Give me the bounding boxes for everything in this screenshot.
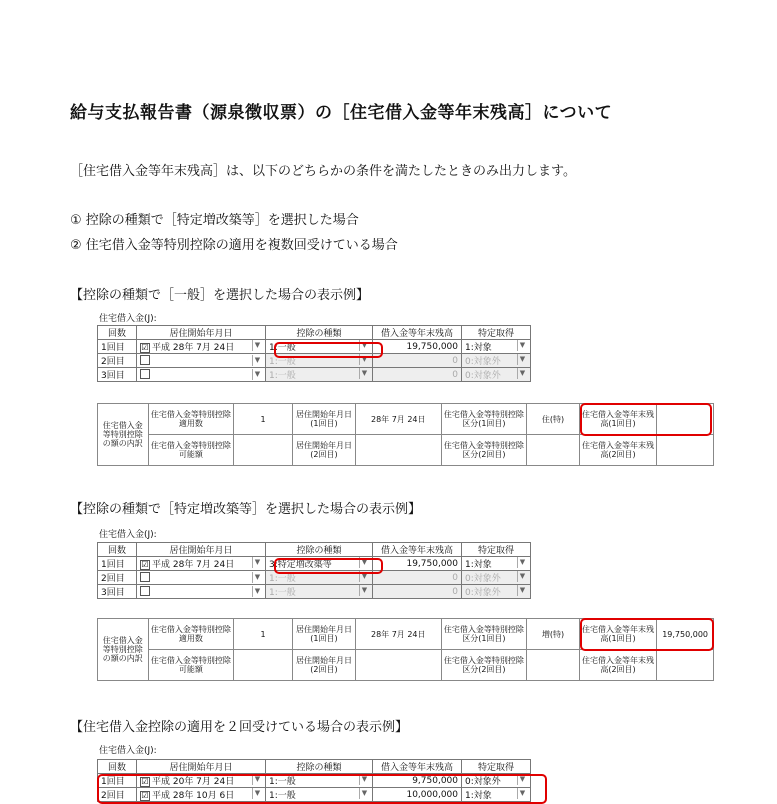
chevron-down-icon[interactable]: ▼ xyxy=(252,557,262,568)
summary-side-label: 住宅借入金等特別控除の額の内訳 xyxy=(98,404,149,466)
balance-field[interactable]: 10,000,000 xyxy=(373,788,462,802)
select-value: 1:対象 xyxy=(465,343,492,353)
summary-cell: 住宅借入金等特別控除区分(2回目) xyxy=(441,435,527,466)
balance-field[interactable]: 0 xyxy=(373,368,462,382)
deduction-type-select[interactable] xyxy=(266,585,373,599)
col-balance: 借入金等年末残高 xyxy=(373,326,462,340)
summary-cell: 居住開始年月日(1回目) xyxy=(293,404,356,435)
col-specific: 特定取得 xyxy=(462,326,531,340)
row-count: 1回目 xyxy=(98,557,137,571)
summary-value: 19,750,000 xyxy=(657,619,714,650)
summary-cell: 住宅借入金等年末残高(2回目) xyxy=(579,435,656,466)
section-heading-general: 【控除の種類で［一般］を選択した場合の表示例】 xyxy=(70,288,370,303)
checkbox[interactable]: ☑ xyxy=(141,776,149,786)
form-label: 住宅借入金(J): xyxy=(99,746,157,756)
balance-field[interactable]: 9,750,000 xyxy=(373,774,462,788)
start-date-field[interactable] xyxy=(137,557,266,571)
chevron-down-icon[interactable]: ▼ xyxy=(359,557,369,568)
chevron-down-icon[interactable]: ▼ xyxy=(252,586,262,597)
section-heading-multiple: 【住宅借入金控除の適用を２回受けている場合の表示例】 xyxy=(70,720,409,735)
summary-cell: 住宅借入金等特別控除可能額 xyxy=(148,650,234,681)
highlight-box xyxy=(580,403,712,436)
table-row xyxy=(98,368,531,382)
specific-select[interactable] xyxy=(462,368,531,382)
col-count: 回数 xyxy=(98,326,137,340)
highlight-box xyxy=(580,618,714,651)
checkbox[interactable] xyxy=(140,586,150,596)
balance-field[interactable]: 19,750,000 xyxy=(373,340,462,354)
intro-text: ［住宅借入金等年末残高］は、以下のどちらかの条件を満たしたときのみ出力します。 xyxy=(70,164,576,179)
summary-value xyxy=(527,435,580,466)
summary-cell: 住宅借入金等年末残高(1回目) xyxy=(579,619,656,650)
chevron-down-icon[interactable]: ▼ xyxy=(517,571,527,582)
date-value: 平成 20年 7月 24日 xyxy=(152,777,235,787)
col-balance: 借入金等年末残高 xyxy=(373,543,462,557)
summary-cell: 住宅借入金等特別控除可能額 xyxy=(148,435,234,466)
row-count: 1回目 xyxy=(98,340,137,354)
chevron-down-icon[interactable]: ▼ xyxy=(517,368,527,379)
balance-field[interactable]: 19,750,000 xyxy=(373,557,462,571)
summary-cell: 住宅借入金等特別控除区分(2回目) xyxy=(441,650,527,681)
summary-cell: 居住開始年月日(2回目) xyxy=(293,435,356,466)
date-value: 平成 28年 7月 24日 xyxy=(152,343,235,353)
summary-cell: 住宅借入金等特別控除区分(1回目) xyxy=(441,404,527,435)
summary-side-label: 住宅借入金等特別控除の額の内訳 xyxy=(98,619,149,681)
specific-select[interactable] xyxy=(462,557,531,571)
start-date-field[interactable] xyxy=(137,354,266,368)
row-count: 1回目 xyxy=(98,774,137,788)
chevron-down-icon[interactable]: ▼ xyxy=(359,774,369,785)
checkbox[interactable] xyxy=(140,355,150,365)
checkbox[interactable] xyxy=(140,369,150,379)
specific-select[interactable] xyxy=(462,585,531,599)
row-count: 2回目 xyxy=(98,571,137,585)
col-balance: 借入金等年末残高 xyxy=(373,760,462,774)
chevron-down-icon[interactable]: ▼ xyxy=(359,354,369,365)
summary-value: 増(特) xyxy=(527,619,580,650)
checkbox[interactable]: ☑ xyxy=(141,790,149,800)
balance-field[interactable]: 0 xyxy=(373,571,462,585)
balance-field[interactable]: 0 xyxy=(373,354,462,368)
chevron-down-icon[interactable]: ▼ xyxy=(517,788,527,799)
row-count: 3回目 xyxy=(98,585,137,599)
summary-cell: 住宅借入金等年末残高(1回目) xyxy=(579,404,656,435)
col-start-date: 居住開始年月日 xyxy=(137,326,266,340)
summary-value: 28年 7月 24日 xyxy=(355,404,441,435)
summary-cell: 住宅借入金等特別控除適用数 xyxy=(148,404,234,435)
summary-cell: 居住開始年月日(2回目) xyxy=(293,650,356,681)
start-date-field[interactable] xyxy=(137,571,266,585)
checkbox[interactable]: ☑ xyxy=(141,342,149,352)
select-value: 1:一般 xyxy=(269,357,296,367)
start-date-field[interactable] xyxy=(137,340,266,354)
col-specific: 特定取得 xyxy=(462,760,531,774)
summary-cell: 住宅借入金等年末残高(2回目) xyxy=(579,650,656,681)
select-value: 0:対象外 xyxy=(465,574,501,584)
summary-value: 住(特) xyxy=(527,404,580,435)
row-count: 2回目 xyxy=(98,354,137,368)
summary-value xyxy=(657,650,714,681)
select-value: 1:対象 xyxy=(465,560,492,570)
col-deduction-type: 控除の種類 xyxy=(266,760,373,774)
col-specific: 特定取得 xyxy=(462,543,531,557)
chevron-down-icon[interactable]: ▼ xyxy=(517,557,527,568)
chevron-down-icon[interactable]: ▼ xyxy=(517,354,527,365)
select-value: 1:一般 xyxy=(269,574,296,584)
form-label: 住宅借入金(J): xyxy=(99,530,157,540)
date-value: 平成 28年 7月 24日 xyxy=(152,560,235,570)
summary-cell: 住宅借入金等特別控除区分(1回目) xyxy=(441,619,527,650)
form-label: 住宅借入金(J): xyxy=(99,314,157,324)
page-title: 給与支払報告書（源泉徴収票）の［住宅借入金等年末残高］について xyxy=(70,103,613,123)
summary-value xyxy=(527,650,580,681)
row-count: 3回目 xyxy=(98,368,137,382)
chevron-down-icon[interactable]: ▼ xyxy=(359,571,369,582)
chevron-down-icon[interactable]: ▼ xyxy=(517,774,527,785)
chevron-down-icon[interactable]: ▼ xyxy=(359,788,369,799)
select-value: 1:一般 xyxy=(269,588,296,598)
select-value: 0:対象外 xyxy=(465,357,501,367)
start-date-field[interactable] xyxy=(137,585,266,599)
summary-value xyxy=(657,435,714,466)
section-heading-specific: 【控除の種類で［特定増改築等］を選択した場合の表示例】 xyxy=(70,502,422,517)
specific-select[interactable] xyxy=(462,340,531,354)
condition-1: ① 控除の種類で［特定増改築等］を選択した場合 xyxy=(70,213,359,228)
col-count: 回数 xyxy=(98,543,137,557)
select-value: 1:対象 xyxy=(465,791,492,801)
summary-value xyxy=(234,435,293,466)
summary-cell: 住宅借入金等特別控除適用数 xyxy=(148,619,234,650)
summary-value: 28年 7月 24日 xyxy=(355,619,441,650)
highlight-box xyxy=(274,342,383,358)
summary-value xyxy=(355,435,441,466)
specific-select[interactable] xyxy=(462,571,531,585)
chevron-down-icon[interactable]: ▼ xyxy=(517,585,527,596)
chevron-down-icon[interactable]: ▼ xyxy=(252,774,262,785)
table-row xyxy=(98,585,531,599)
highlight-box xyxy=(274,558,383,574)
select-value: 1:一般 xyxy=(269,343,296,353)
select-value: 0:対象外 xyxy=(465,588,501,598)
select-value: 1:一般 xyxy=(269,371,296,381)
select-value: 3:特定増改築等 xyxy=(269,560,332,570)
col-start-date: 居住開始年月日 xyxy=(137,760,266,774)
chevron-down-icon[interactable]: ▼ xyxy=(359,368,369,379)
summary-cell: 居住開始年月日(1回目) xyxy=(293,619,356,650)
chevron-down-icon[interactable]: ▼ xyxy=(252,340,262,351)
balance-field[interactable]: 0 xyxy=(373,585,462,599)
start-date-field[interactable] xyxy=(137,368,266,382)
row-count: 2回目 xyxy=(98,788,137,802)
col-count: 回数 xyxy=(98,760,137,774)
chevron-down-icon[interactable]: ▼ xyxy=(252,355,262,366)
summary-value xyxy=(234,650,293,681)
condition-2: ② 住宅借入金等特別控除の適用を複数回受けている場合 xyxy=(70,238,398,253)
select-value: 0:対象外 xyxy=(465,371,501,381)
summary-value: 1 xyxy=(234,404,293,435)
col-deduction-type: 控除の種類 xyxy=(266,326,373,340)
summary-value xyxy=(355,650,441,681)
date-value: 平成 28年 10月 6日 xyxy=(152,791,235,801)
chevron-down-icon[interactable]: ▼ xyxy=(252,788,262,799)
select-value: 1:一般 xyxy=(269,777,296,787)
checkbox[interactable] xyxy=(140,572,150,582)
select-value: 0:対象外 xyxy=(465,777,501,787)
checkbox[interactable]: ☑ xyxy=(141,559,149,569)
specific-select[interactable] xyxy=(462,354,531,368)
col-deduction-type: 控除の種類 xyxy=(266,543,373,557)
chevron-down-icon[interactable]: ▼ xyxy=(359,340,369,351)
chevron-down-icon[interactable]: ▼ xyxy=(517,340,527,351)
select-value: 1:一般 xyxy=(269,791,296,801)
col-start-date: 居住開始年月日 xyxy=(137,543,266,557)
chevron-down-icon[interactable]: ▼ xyxy=(252,369,262,380)
chevron-down-icon[interactable]: ▼ xyxy=(252,572,262,583)
chevron-down-icon[interactable]: ▼ xyxy=(359,585,369,596)
deduction-type-select[interactable] xyxy=(266,368,373,382)
highlight-box xyxy=(97,774,547,804)
summary-value: 1 xyxy=(234,619,293,650)
